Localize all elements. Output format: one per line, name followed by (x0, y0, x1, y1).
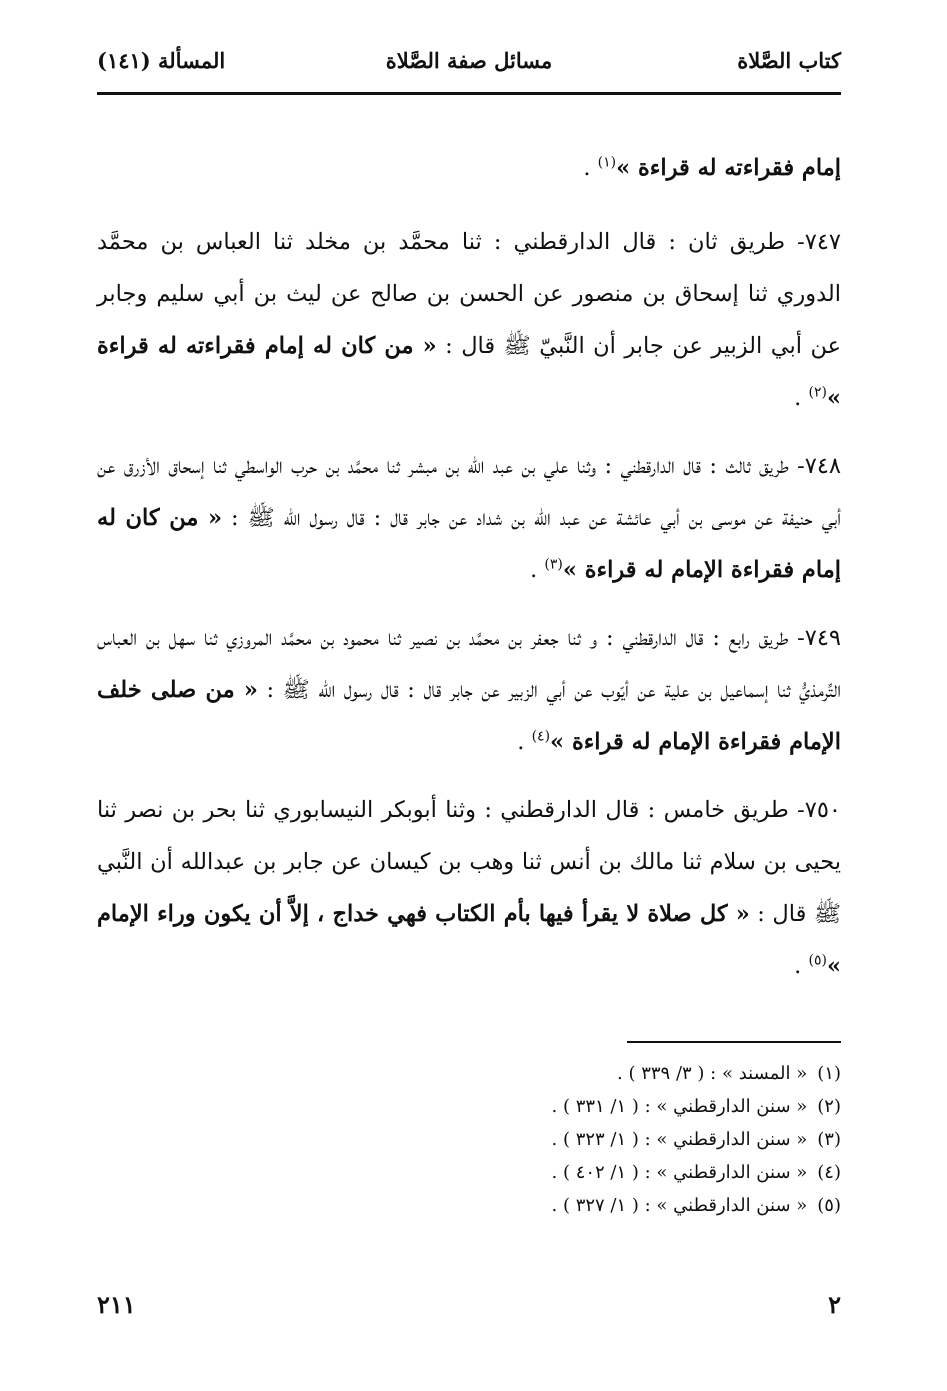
footnote-text: « سنن الدارقطني » : ( ١/ ٣٢٣ ) . (551, 1129, 808, 1150)
footnote-reference: (١) (597, 154, 617, 171)
header-chapter-title: مسائل صفة الصَّلاة (385, 48, 553, 73)
footnote-number: (٥) (817, 1195, 841, 1216)
hadith-quote: « من كان له إمام فقراءته له قراءة » (97, 333, 841, 411)
page-footer (97, 1290, 841, 1330)
paragraph-750 (97, 784, 841, 992)
footnote-number: (٣) (817, 1129, 841, 1150)
hadith-quote: « من صلى خلف الإمام فقراءة الإمام له قراءة » (97, 677, 841, 755)
footnote-number: (٤) (817, 1162, 841, 1183)
header-rule (97, 92, 841, 95)
footnote-item (97, 1156, 841, 1189)
signature-mark: ٢ (828, 1290, 841, 1319)
paragraph-749 (97, 612, 841, 768)
footnote-text: « سنن الدارقطني » : ( ١/ ٤٠٢ ) . (551, 1162, 808, 1183)
narration-chain: ٧٥٠- طريق خامس : قال الدارقطني : وثنا أبوبكر النيسابوري ثنا بحر بن نصر ثنا يحيى بن سلام ثنا مالك بن أنس ثنا وهب بن كيسان عن جابر بن عبدالله أن النَّبي ﷺ قال : (97, 797, 841, 927)
hadith-quote: إمام فقراءته له قراءة » (616, 155, 841, 181)
header-book-title: كتاب الصَّلاة (737, 48, 841, 73)
narration-chain: ٧٤٩- طريق رابع : قال الدارقطني : و ثنا جعفر بن محمَّد بن نصير ثنا محمود بن محمَّد المروزي ثنا سهل بن العباس التِّرمذيُّ ثنا إسماعيل بن علية عن أيّوب عن أبي الزبير عن جابر قال : قال رسول الله ﷺ : (97, 625, 842, 703)
footnote-item (97, 1057, 841, 1090)
footnote-text: « سنن الدارقطني » : ( ١/ ٣٣١ ) . (551, 1096, 808, 1117)
sentence-end: . (794, 953, 809, 979)
footnote-reference: (٣) (544, 556, 563, 573)
sentence-end: . (794, 385, 809, 411)
narration-chain: ٧٤٧- طريق ثان : قال الدارقطني : ثنا محمَّد بن مخلد ثنا العباس بن محمَّد الدوري ثنا إسحاق بن منصور عن الحسن بن صالح عن ليث بن أبي سليم وجابر عن أبي الزبير عن جابر أن النَّبيّ ﷺ قال : (97, 229, 841, 359)
footnote-reference: (٢) (808, 384, 827, 401)
footnote-item (97, 1189, 841, 1222)
narration-chain: ٧٤٨- طريق ثالث : قال الدارقطني : وثنا علي بن عبد الله بن مبشر ثنا محمَّد بن حرب الواسطي ثنا إسحاق الأزرق عن أبي حنيفة عن موسى بن أبي عائشة عن عبد الله بن شداد عن جابر قال : قال رسول الله ﷺ : (97, 453, 841, 531)
hadith-quote: « كل صلاة لا يقرأ فيها بأم الكتاب فهي خداج ، إلاَّ أن يكون وراء الإمام » (97, 901, 841, 979)
header-issue-number: المسألة (١٤١) (97, 48, 226, 73)
footnote-reference: (٥) (808, 952, 827, 969)
footnote-number: (١) (817, 1063, 841, 1084)
footnote-item (97, 1123, 841, 1156)
paragraph-748 (97, 440, 841, 596)
hadith-quote: « من كان له إمام فقراءة الإمام له قراءة » (97, 505, 841, 583)
sentence-end: . (583, 155, 598, 181)
footnote-text: « سنن الدارقطني » : ( ١/ ٣٢٧ ) . (551, 1195, 808, 1216)
footnote-reference: (٤) (531, 728, 551, 745)
footnote-item (97, 1090, 841, 1123)
footnotes (97, 1057, 841, 1222)
main-text (97, 142, 841, 1008)
paragraph-747 (97, 216, 841, 424)
footnote-separator (627, 1041, 841, 1043)
footnote-text: « المسند » : ( ٣/ ٣٣٩ ) . (617, 1063, 808, 1084)
page-number: ٢١١ (97, 1290, 136, 1319)
running-header (97, 48, 841, 84)
footnote-number: (٢) (817, 1096, 841, 1117)
sentence-end: . (517, 729, 532, 755)
sentence-end: . (530, 557, 545, 583)
paragraph-continuation (97, 142, 841, 194)
